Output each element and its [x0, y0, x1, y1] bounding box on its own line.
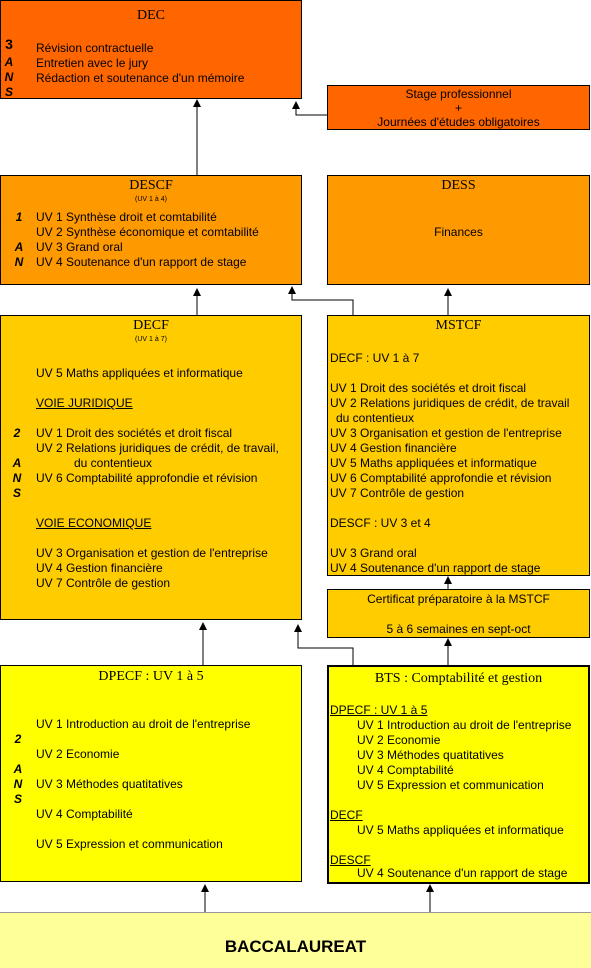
mstcf-descf-item: UV 3 Grand oral [330, 546, 417, 560]
decf-title: DECF [133, 318, 169, 333]
descf-item: UV 4 Soutenance d'un rapport de stage [36, 255, 247, 269]
dec-years-letter: N [4, 70, 14, 84]
dpecf-title: DPECF : UV 1 à 5 [98, 669, 204, 684]
dpecf-item: UV 4 Comptabilité [36, 807, 133, 821]
dpecf-years-letter: S [13, 792, 22, 806]
bts-decf-heading: DECF [330, 808, 363, 822]
decf-voie-economique: VOIE ECONOMIQUE [36, 516, 152, 530]
descf-subtitle: (UV 1 à 4) [135, 196, 167, 203]
mstcf-decf-item: UV 4 Gestion financière [330, 441, 457, 455]
mstcf-decf-item: UV 5 Maths appliquées et informatique [330, 456, 537, 470]
bts-descf-item: UV 4 Soutenance d'un rapport de stage [357, 866, 568, 880]
dpecf-years-letter: N [13, 777, 23, 791]
decf-years-letter: A [12, 456, 22, 470]
dec-item: Révision contractuelle [36, 41, 154, 55]
dec-years-letter: A [4, 55, 14, 69]
bts-dpecf-item: UV 4 Comptabilité [357, 763, 454, 777]
stage-line: + [454, 101, 462, 115]
descf-years-letter: A [14, 240, 24, 254]
dec-years-letter: S [4, 85, 13, 99]
dec-title: DEC [137, 8, 165, 23]
dess-title: DESS [441, 178, 476, 193]
descf-box [0, 175, 302, 285]
mstcf-decf-item: UV 6 Comptabilité approfondie et révision [330, 471, 552, 485]
bts-decf-item: UV 5 Maths appliquées et informatique [357, 823, 564, 837]
dess-text: Finances [434, 225, 483, 239]
decf-economique-item: UV 4 Gestion financière [36, 561, 163, 575]
descf-years-letter: N [14, 255, 24, 269]
bts-dpecf-item: UV 3 Méthodes quatitatives [357, 748, 504, 762]
mstcf-title: MSTCF [435, 318, 482, 333]
bts-dpecf-item: UV 5 Expression et communication [357, 778, 544, 792]
decf-uv5: UV 5 Maths appliquées et informatique [36, 366, 243, 380]
arrow-mstcf-to-descf [292, 290, 353, 315]
bts-dpecf-item: UV 1 Introduction au droit de l'entreprise [357, 718, 572, 732]
dec-item: Rédaction et soutenance d'un mémoire [36, 71, 245, 85]
bts-descf-heading: DESCF [330, 853, 371, 867]
certificat-line: 5 à 6 semaines en sept-oct [386, 622, 531, 636]
bts-box [327, 665, 590, 884]
bac-box [0, 912, 591, 968]
dpecf-years-number: 2 [14, 732, 22, 746]
arrow-stage-to-dec [296, 105, 327, 115]
decf-economique-item: UV 3 Organisation et gestion de l'entreprise [36, 546, 268, 560]
certificat-box [327, 589, 590, 638]
decf-years-letter: S [12, 486, 21, 500]
decf-juridique-item: UV 2 Relations juridiques de crédit, de travail, [36, 441, 279, 455]
mstcf-box [327, 315, 590, 576]
stage-line: Stage professionnel [405, 87, 512, 101]
stage-box [327, 85, 590, 130]
dpecf-item: UV 1 Introduction au droit de l'entreprise [36, 717, 251, 731]
decf-box [0, 315, 302, 620]
mstcf-decf-item: UV 7 Contrôle de gestion [330, 486, 465, 500]
mstcf-decf-item: UV 1 Droit des sociétés et droit fiscal [330, 381, 527, 395]
decf-voie-juridique: VOIE JURIDIQUE [36, 396, 133, 410]
decf-juridique-item: UV 1 Droit des sociétés et droit fiscal [36, 426, 233, 440]
descf-item: UV 3 Grand oral [36, 240, 123, 254]
mstcf-descf-item: UV 4 Soutenance d'un rapport de stage [330, 561, 541, 575]
dess-box [327, 175, 590, 285]
decf-juridique-item: du contentieux [74, 456, 153, 470]
decf-juridique-item: UV 6 Comptabilité approfondie et révision [36, 471, 258, 485]
descf-years-number: 1 [15, 210, 23, 224]
descf-title: DESCF [129, 178, 173, 193]
dec-years-number: 3 [5, 36, 13, 52]
stage-line: Journées d'études obligatoires [377, 115, 540, 129]
bac-title: BACCALAUREAT [224, 937, 367, 956]
dec-box [0, 0, 302, 99]
mstcf-decf-item: du contentieux [336, 411, 415, 425]
dpecf-item: UV 3 Méthodes quatitatives [36, 777, 183, 791]
decf-economique-item: UV 7 Contrôle de gestion [36, 576, 171, 590]
descf-item: UV 1 Synthèse droit et comtabilité [36, 210, 217, 224]
mstcf-decf-heading: DECF : UV 1 à 7 [330, 351, 420, 365]
bts-title: BTS : Comptabilité et gestion [374, 671, 543, 686]
certificat-line: Certificat préparatoire à la MSTCF [367, 592, 550, 606]
dpecf-box [0, 665, 302, 882]
dpecf-item: UV 2 Economie [36, 747, 120, 761]
mstcf-decf-item: UV 3 Organisation et gestion de l'entreprise [330, 426, 562, 440]
bts-dpecf-heading: DPECF : UV 1 à 5 [330, 703, 428, 717]
decf-subtitle: (UV 1 à 7) [135, 336, 167, 343]
dpecf-item: UV 5 Expression et communication [36, 837, 223, 851]
descf-item: UV 2 Synthèse économique et comtabilité [36, 225, 259, 239]
decf-years-number: 2 [13, 426, 21, 440]
mstcf-descf-heading: DESCF : UV 3 et 4 [330, 516, 431, 530]
dec-item: Entretien avec le jury [36, 56, 149, 70]
mstcf-decf-item: UV 2 Relations juridiques de crédit, de travail [330, 396, 570, 410]
bts-dpecf-item: UV 2 Economie [357, 733, 441, 747]
dpecf-years-letter: A [13, 762, 23, 776]
decf-years-letter: N [12, 471, 22, 485]
